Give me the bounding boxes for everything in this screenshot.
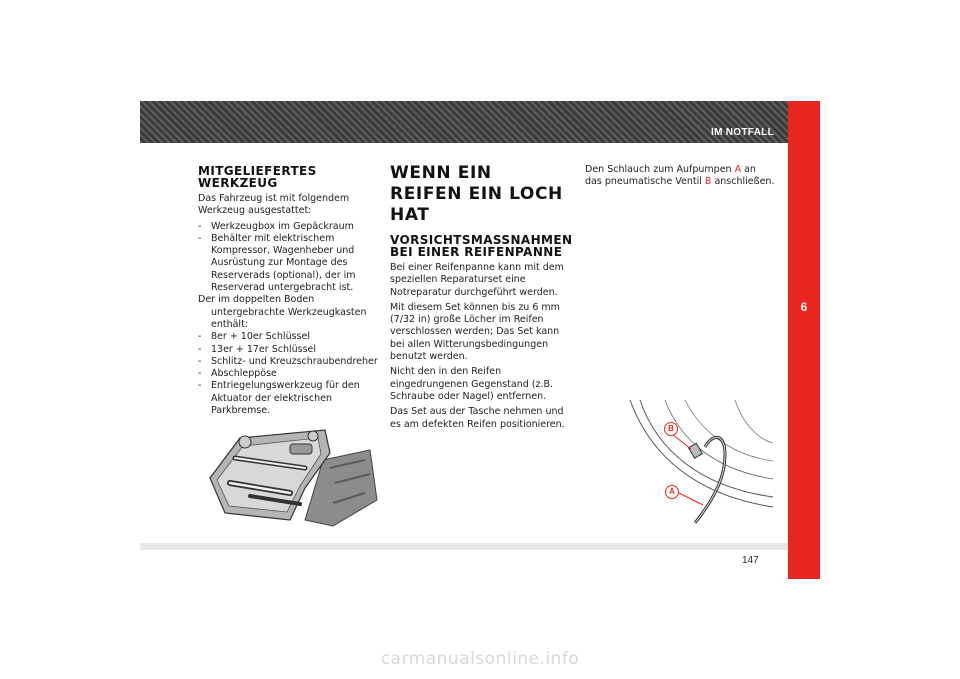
page-number: 147 (742, 555, 759, 566)
label-b-badge: B (664, 422, 678, 436)
chapter-number: 6 (800, 300, 808, 314)
tools-column (198, 165, 378, 417)
puncture-column (390, 163, 573, 434)
marker-b: B (704, 176, 712, 188)
tools-list-b (198, 331, 378, 417)
hose-instruction: Den Schlauch zum Aufpumpen A an das pneumatische Ventil B anschließen. (585, 164, 775, 188)
precautions-heading: VORSICHTSMASSNAHMEN BEI EINER REIFENPANNE (390, 233, 573, 259)
tools-heading: MITGELIEFERTES WERKZEUG (198, 164, 317, 190)
footer-band (140, 543, 788, 550)
paragraph: Nicht den in den Reifen eingedrungenen Gegenstand (z.B. Schraube oder Nagel) entfernen. (390, 366, 554, 402)
watermark: carmanualsonline.info (380, 649, 580, 669)
paragraph: Das Set aus der Tasche nehmen und es am defekten Reifen positionieren. (390, 406, 565, 430)
label-a-badge: A (665, 485, 679, 499)
bullet-dash: - (198, 343, 202, 355)
bullet-dash: - (198, 380, 202, 392)
list-item: - Behälter mit elektrischem Kompressor, Wagenheber und Ausrüstung zur Montage des Reserverads (optional), der im Reserverad untergebracht ist. (198, 232, 356, 294)
puncture-title: WENN EIN REIFEN EIN LOCH HAT (390, 163, 563, 225)
marker-a: A (734, 164, 742, 175)
tools-list-a (198, 221, 378, 295)
tools-intro: Das Fahrzeug ist mit folgendem Werkzeug ausgestattet: (198, 193, 350, 217)
list-item: - 13er + 17er Schlüssel (198, 343, 317, 355)
section-label: IM NOTFALL (711, 127, 774, 138)
list-item: - Abschleppöse (198, 368, 277, 380)
paragraph: Bei einer Reifenpanne kann mit dem speziellen Reparaturset eine Notreparatur durchgeführt werden. (390, 262, 564, 298)
toolkit-illustration (205, 408, 380, 528)
bullet-dash: - (198, 232, 202, 244)
paragraph: Mit diesem Set können bis zu 6 mm (7/32 in) große Löcher im Reifen verschlossen werden; Das Set kann bei allen Witterungsbedingungen benutzt werden. (390, 301, 560, 363)
list-item: - 8er + 10er Schlüssel (198, 331, 310, 343)
list-item: - Werkzeugbox im Gepäckraum (198, 220, 354, 232)
list-item: - Entriegelungswerkzeug für den Aktuator der elektrischen Parkbremse. (198, 380, 360, 417)
bullet-dash: - (198, 331, 202, 343)
list-item: - Schlitz- und Kreuzschraubendreher (198, 355, 378, 367)
chapter-tab (788, 101, 820, 579)
header-band (140, 101, 788, 143)
bullet-dash: - (198, 368, 202, 380)
bullet-dash: - (198, 220, 202, 232)
floor-note: Der im doppelten Boden untergebrachte Werkzeugkasten enthält: (198, 294, 367, 330)
valve-illustration (625, 395, 775, 525)
bullet-dash: - (198, 355, 202, 367)
